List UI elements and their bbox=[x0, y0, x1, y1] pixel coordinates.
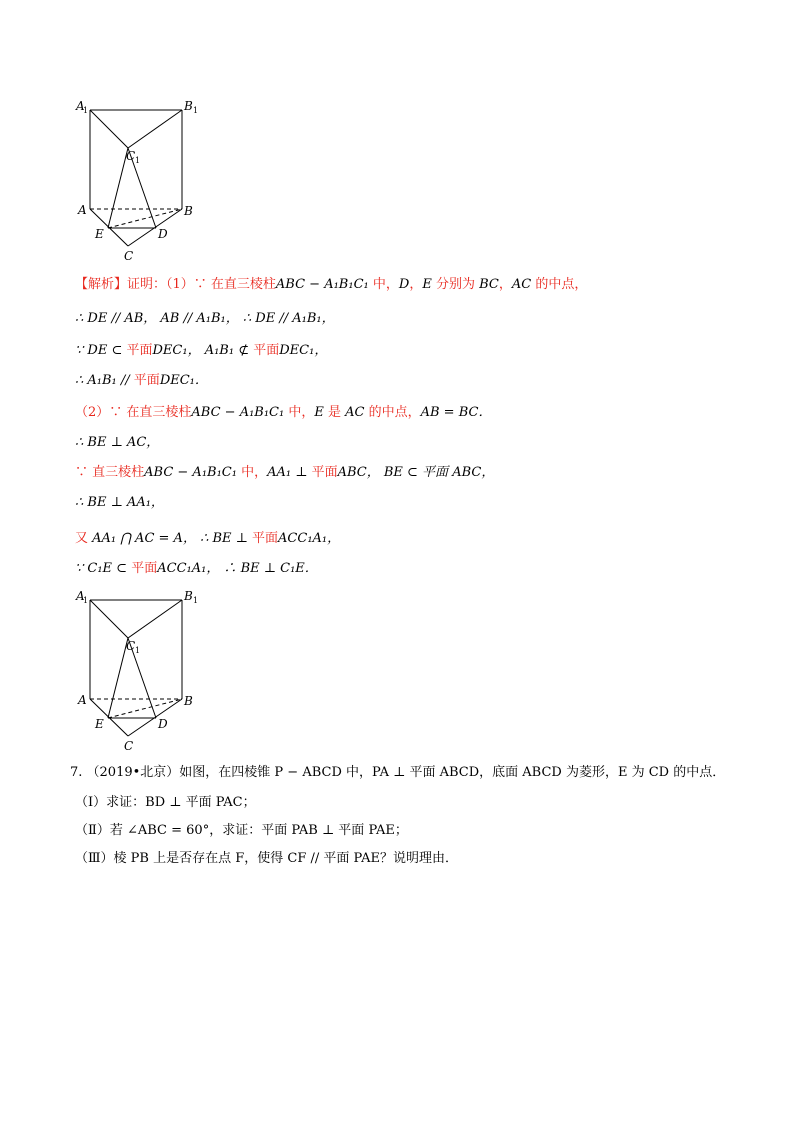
problem-7-head: 7. （2019•北京）如图，在四棱锥 P − ABCD 中，PA ⊥ 平面 ABCD，底面 ABCD 为菱形，E 为 CD 的中点． bbox=[70, 765, 726, 780]
label-E: E bbox=[95, 717, 104, 731]
solution-line-2: ∴ DE // AB， AB // A₁B₁， ∴ DE // A₁B₁， bbox=[75, 311, 335, 326]
solution-line-7: ∵ 直三棱柱ABC − A₁B₁C₁ 中，AA₁ ⊥ 平面ABC， BE ⊂ 平面 ABC， bbox=[75, 465, 495, 480]
prism-figure-bottom bbox=[70, 588, 220, 758]
svg-text:1: 1 bbox=[135, 646, 141, 655]
label-C: C bbox=[124, 249, 134, 263]
solution-line-9: 又 AA₁ ⋂ AC = A， ∴ BE ⊥ 平面ACC₁A₁， bbox=[75, 531, 341, 546]
problem-7-q2: （Ⅱ）若 ∠ABC = 60°，求证：平面 PAB ⊥ 平面 PAE； bbox=[75, 823, 408, 838]
label-B1: B bbox=[184, 589, 193, 603]
svg-text:1: 1 bbox=[193, 596, 199, 605]
prism-figure-top bbox=[70, 98, 220, 268]
svg-text:1: 1 bbox=[83, 596, 89, 605]
solution-line-8: ∴ BE ⊥ AA₁， bbox=[75, 495, 164, 510]
label-B: B bbox=[184, 694, 193, 708]
svg-text:1: 1 bbox=[193, 106, 199, 115]
label-A1: A bbox=[76, 589, 85, 603]
label-A: A bbox=[78, 203, 87, 217]
label-A: A bbox=[78, 693, 87, 707]
solution-line-5: （2）∵ 在直三棱柱ABC − A₁B₁C₁ 中，E 是 AC 的中点，AB = BC． bbox=[75, 405, 492, 420]
label-C1: C bbox=[126, 639, 136, 653]
label-E: E bbox=[95, 227, 104, 241]
prism-diagram bbox=[70, 588, 220, 758]
problem-7-q1: （Ⅰ）求证：BD ⊥ 平面 PAC； bbox=[75, 795, 256, 810]
label-C: C bbox=[124, 739, 134, 753]
label-B: B bbox=[184, 204, 193, 218]
problem-7-q3: （Ⅲ）棱 PB 上是否存在点 F，使得 CF // 平面 PAE？说明理由． bbox=[75, 851, 458, 866]
solution-line-1: 【解析】证明：（1）∵ 在直三棱柱ABC − A₁B₁C₁ 中，D，E 分别为 BC，AC 的中点， bbox=[75, 277, 588, 292]
svg-text:1: 1 bbox=[135, 156, 141, 165]
svg-text:1: 1 bbox=[83, 106, 89, 115]
label-B1: B bbox=[184, 99, 193, 113]
solution-line-4: ∴ A₁B₁ // 平面DEC₁． bbox=[75, 373, 208, 388]
label-C1: C bbox=[126, 149, 136, 163]
label-D: D bbox=[158, 227, 168, 241]
label-D: D bbox=[158, 717, 168, 731]
solution-line-6: ∴ BE ⊥ AC， bbox=[75, 435, 160, 450]
prism-diagram bbox=[70, 98, 220, 268]
solution-line-3: ∵ DE ⊂ 平面DEC₁， A₁B₁ ⊄ 平面DEC₁， bbox=[75, 343, 328, 358]
label-A1: A bbox=[76, 99, 85, 113]
solution-line-10: ∵ C₁E ⊂ 平面ACC₁A₁， ∴ BE ⊥ C₁E． bbox=[75, 561, 318, 576]
